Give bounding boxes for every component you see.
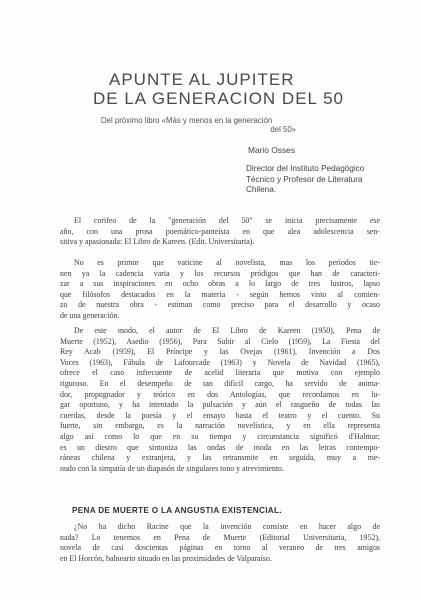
text-line: Voces (1963), Fábula de Lafourcade (1963) y Novela de Navidad (1965), xyxy=(60,357,380,367)
text-line: novela de casi doscientas páginas en torno al veraneo de tres amigos xyxy=(60,543,380,553)
author-name: Mario Osses xyxy=(248,145,296,155)
subtitle-line-2: del 50» xyxy=(270,125,296,134)
text-line: año, con una prosa poemático-panteísta en que alea adolescencia sen- xyxy=(60,226,380,236)
text-line: No es primor que vaticine al novelista, mas los períodos tie- xyxy=(74,258,380,267)
text-line: cuerdas, desde la poesía y el ensayo hasta el teatro y el cuento. Su xyxy=(60,410,380,420)
text-line: De este modo, el autor de El Libro de Kareen (1950), Pena de xyxy=(74,326,380,335)
role-line-2: Técnico y Profesor de Literatura xyxy=(246,174,363,184)
paragraph-3 xyxy=(60,326,380,474)
text-line: riguroso. En el desempeño de tan difícil cargo, ha servido de anima- xyxy=(60,378,380,388)
text-line: fuerte, sin embargo, es la narración novelística, y en ella representa xyxy=(60,421,380,431)
article-title xyxy=(93,70,393,108)
text-line: ¿No ha dicho Racine que la invención consiste en hacer algo de xyxy=(74,522,380,531)
text-line: dor, propugnador y teórico en dos Antologías, que recordamos en lu- xyxy=(60,389,380,399)
text-line: nada? Lo tenemos en Pena de Muerte (Editorial Universitaria, 1952), xyxy=(60,532,380,542)
text-line: es un diestro que sintoniza las ondas de moda en las letras contempo- xyxy=(60,442,380,452)
text-line: que filósofos destacados en la materia - según hemos visto al comien- xyxy=(60,289,380,299)
subtitle-line-1: Del próximo libro «Más y menos en la generación xyxy=(101,116,273,125)
title-line-1: APUNTE AL JUPITER xyxy=(109,70,295,89)
author-role xyxy=(246,164,386,196)
text-line: zo de nuestra obra - estiman como preciso para el desarrollo y ocaso xyxy=(60,300,380,310)
role-line-1: Director del Instituto Pedagógico xyxy=(246,164,365,173)
title-line-2: DE LA GENERACION DEL 50 xyxy=(93,89,345,108)
text-line: ofrece el caso infrecuente de acelid literaria que motiva con ejemplo xyxy=(60,368,380,378)
text-line: Muerte (1952), Asedio (1956), Para Subir al Cielo (1959), La Fiesta del xyxy=(60,336,380,346)
section-paragraph xyxy=(60,522,380,564)
text-line: gar oportuno, y ha intentado la pulsación y aún el rasgueño de todas las xyxy=(60,400,380,410)
text-line: algo así como lo que en su tiempo y circunstancia significó d'Halmar; xyxy=(60,431,380,441)
text-line: sitiva y apasionada: El Libro de Kareen. (Edit. Universitaria). xyxy=(60,237,255,247)
paragraph-2 xyxy=(60,258,380,322)
role-line-3: Chilena. xyxy=(246,185,277,194)
section-heading: PENA DE MUERTE O LA ANGUSTIA EXISTENCIAL. xyxy=(72,506,282,515)
text-line: en El Horcón, balneario situado en las proximidades de Valparaíso. xyxy=(60,553,272,563)
text-line: ráneas chilena y extranjera, y las retransmite en seguida, muy a me- xyxy=(60,453,380,463)
text-line: El corifeo de la "generación del 50" se inicia precisamente ese xyxy=(74,216,380,225)
text-line: nudo con la simpatía de un diapasón de singulares tono y atrevimiento. xyxy=(60,463,284,473)
article-subtitle xyxy=(101,116,296,134)
text-line: zar a sus inspiraciones en ocho obras a lo largo de tres lustros, lapso xyxy=(60,279,380,289)
text-line: nen ya la cadencia varia y los recursos pródigos que han de caracteri- xyxy=(60,268,380,278)
text-line: de una generación. xyxy=(60,310,120,320)
paragraph-1 xyxy=(60,216,380,248)
text-line: Rey Acab (1959), El Príncipe y las Ovejas (1961), Invención a Dos xyxy=(60,347,380,357)
